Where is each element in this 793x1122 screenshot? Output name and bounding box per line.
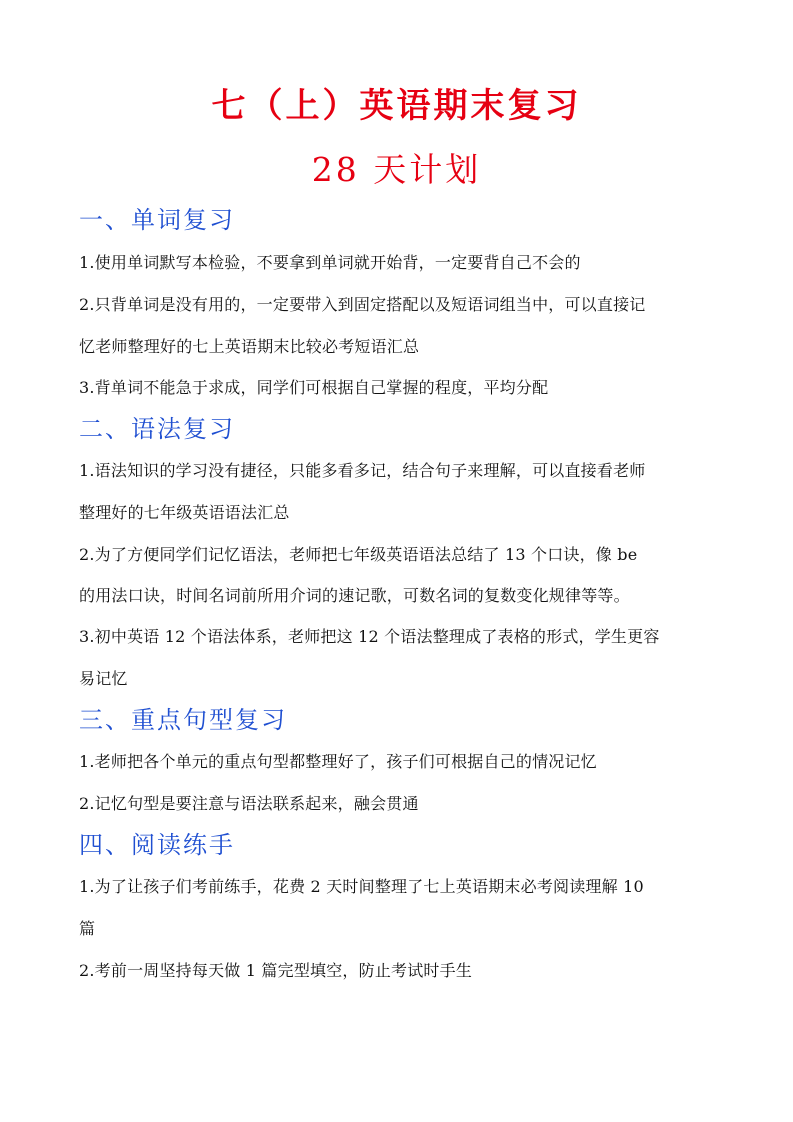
section-heading-grammar: 二、语法复习 xyxy=(79,415,235,443)
text-line: 3.背单词不能急于求成，同学们可根据自己掌握的程度，平均分配 xyxy=(79,378,549,397)
section-heading-vocabulary: 一、单词复习 xyxy=(79,206,235,234)
text-line: 2.考前一周坚持每天做 1 篇完型填空，防止考试时手生 xyxy=(79,961,473,980)
text-line: 整理好的七年级英语语法汇总 xyxy=(79,503,290,522)
text-line: 1.语法知识的学习没有捷径，只能多看多记，结合句子来理解，可以直接看老师 xyxy=(79,461,646,480)
page-title: 七（上）英语期末复习 xyxy=(211,86,582,126)
text-line: 1.为了让孩子们考前练手，花费 2 天时间整理了七上英语期末必考阅读理解 10 xyxy=(79,877,644,896)
section-heading-reading: 四、阅读练手 xyxy=(79,831,235,859)
text-line: 1.老师把各个单元的重点句型都整理好了，孩子们可根据自己的情况记忆 xyxy=(79,752,597,771)
text-line: 易记忆 xyxy=(79,669,128,688)
text-line: 忆老师整理好的七上英语期末比较必考短语汇总 xyxy=(79,337,420,356)
page-subtitle: 28 天计划 xyxy=(311,150,482,189)
text-line: 篇 xyxy=(79,919,96,938)
text-line: 3.初中英语 12 个语法体系，老师把这 12 个语法整理成了表格的形式，学生更容 xyxy=(79,627,660,646)
text-line: 2.只背单词是没有用的，一定要带入到固定搭配以及短语词组当中，可以直接记 xyxy=(79,295,646,314)
text-line: 2.为了方便同学们记忆语法，老师把七年级英语语法总结了 13 个口诀，像 be xyxy=(79,545,638,564)
section-heading-sentence-patterns: 三、重点句型复习 xyxy=(79,706,287,734)
text-line: 的用法口诀，时间名词前所用介词的速记歌，可数名词的复数变化规律等等。 xyxy=(79,586,630,605)
text-line: 1.使用单词默写本检验，不要拿到单词就开始背，一定要背自己不会的 xyxy=(79,253,581,272)
text-line: 2.记忆句型是要注意与语法联系起来，融会贯通 xyxy=(79,794,419,813)
